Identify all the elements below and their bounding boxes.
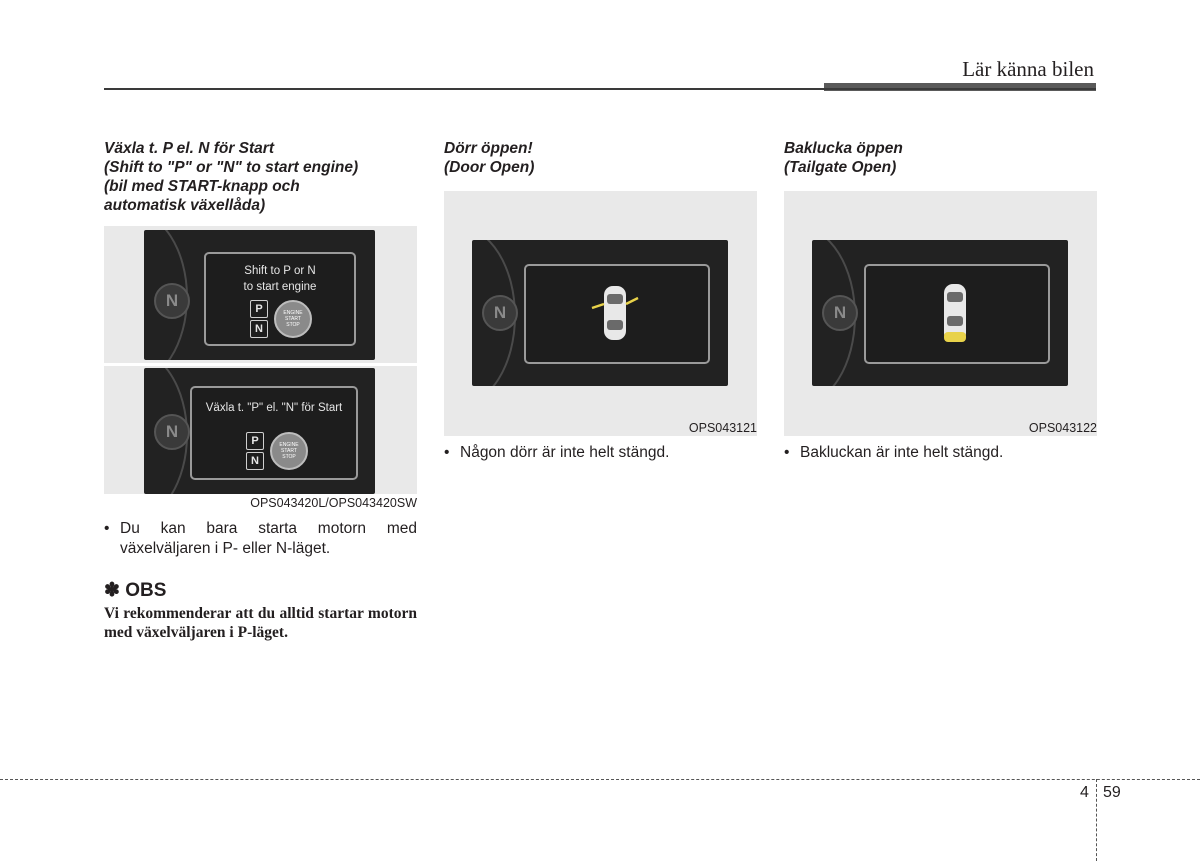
- car-tailgate-open-icon: [866, 266, 1048, 362]
- col3-heading-line: Baklucka öppen: [784, 140, 903, 157]
- screen-message-line: to start engine: [243, 281, 317, 293]
- col3-bullet-text: Bakluckan är inte helt stängd.: [800, 444, 1004, 461]
- col1-heading-line: automatisk växellåda): [104, 197, 266, 214]
- gear-indicator-icon: N: [154, 283, 190, 319]
- col1-heading-line: (Shift to "P" or "N" to start engine): [104, 159, 359, 176]
- col3-heading-line: (Tailgate Open): [784, 159, 897, 176]
- col2-heading-line: Dörr öppen!: [444, 140, 533, 157]
- col3-figure: [784, 191, 1097, 436]
- col2-figure: [444, 191, 757, 436]
- footer-divider: [1096, 779, 1097, 861]
- col3-bullet: • Bakluckan är inte helt stängd.: [784, 443, 1097, 463]
- gear-indicator-icon: N: [822, 295, 858, 331]
- engine-start-stop-button-icon: [274, 300, 312, 338]
- cluster-screen: [524, 264, 710, 364]
- running-header: Lär känna bilen: [962, 57, 1094, 81]
- page-number: 59: [1103, 784, 1121, 801]
- col2-heading: [444, 139, 757, 177]
- gear-indicator-icon: N: [154, 414, 190, 450]
- p-key-icon: P: [246, 432, 264, 450]
- col1-bullet-text: Du kan bara starta motorn med växelväljaren i P- eller N-läget.: [120, 520, 417, 557]
- cluster-screen: [190, 386, 358, 480]
- col1-heading: [104, 139, 424, 215]
- col1-heading-line: Växla t. P el. N för Start: [104, 140, 274, 157]
- engine-start-stop-button-icon: [270, 432, 308, 470]
- button-text: START: [281, 448, 297, 454]
- cluster-screen: [864, 264, 1050, 364]
- col3-heading: [784, 139, 1097, 177]
- button-text: STOP: [282, 454, 296, 460]
- col1-heading-line: (bil med START-knapp och: [104, 178, 300, 195]
- col1-bullet: • Du kan bara starta motorn med växelväljaren i P- eller N-läget.: [104, 520, 417, 557]
- screen-message-line: Shift to P or N: [244, 265, 316, 277]
- col2-image-code: OPS043121: [688, 421, 757, 435]
- col1-figure: [104, 226, 417, 494]
- screen-message-line: Växla t. "P" el. "N" för Start: [205, 402, 343, 414]
- dashboard-display-swedish: [144, 368, 375, 494]
- note-body: Vi rekommenderar att du alltid startar motorn med växelväljaren i P-läget.: [104, 605, 417, 641]
- section-number: 4: [1080, 784, 1089, 801]
- cluster-screen: [204, 252, 356, 346]
- note-heading: ✽ OBS: [104, 580, 167, 601]
- col1-image-code: OPS043420L/OPS043420SW: [250, 496, 417, 510]
- button-text: STOP: [286, 322, 300, 328]
- dashboard-display-door-open: [472, 240, 728, 386]
- col3-image-code: OPS043122: [1028, 421, 1097, 435]
- figure-divider: [104, 363, 417, 366]
- button-text: ENGINE: [279, 442, 299, 448]
- header-rule: [104, 88, 1096, 90]
- n-key-icon: N: [250, 320, 268, 338]
- n-key-icon: N: [246, 452, 264, 470]
- button-text: START: [285, 316, 301, 322]
- dashboard-display-english: [144, 230, 375, 360]
- dashboard-display-tailgate-open: [812, 240, 1068, 386]
- p-key-icon: P: [250, 300, 268, 318]
- col2-heading-line: (Door Open): [444, 159, 535, 176]
- button-text: ENGINE: [283, 310, 303, 316]
- gear-indicator-icon: N: [482, 295, 518, 331]
- car-door-open-icon: [526, 266, 708, 362]
- footer-rule: [0, 779, 1200, 780]
- col2-bullet-text: Någon dörr är inte helt stängd.: [460, 444, 670, 461]
- col2-bullet: • Någon dörr är inte helt stängd.: [444, 443, 757, 463]
